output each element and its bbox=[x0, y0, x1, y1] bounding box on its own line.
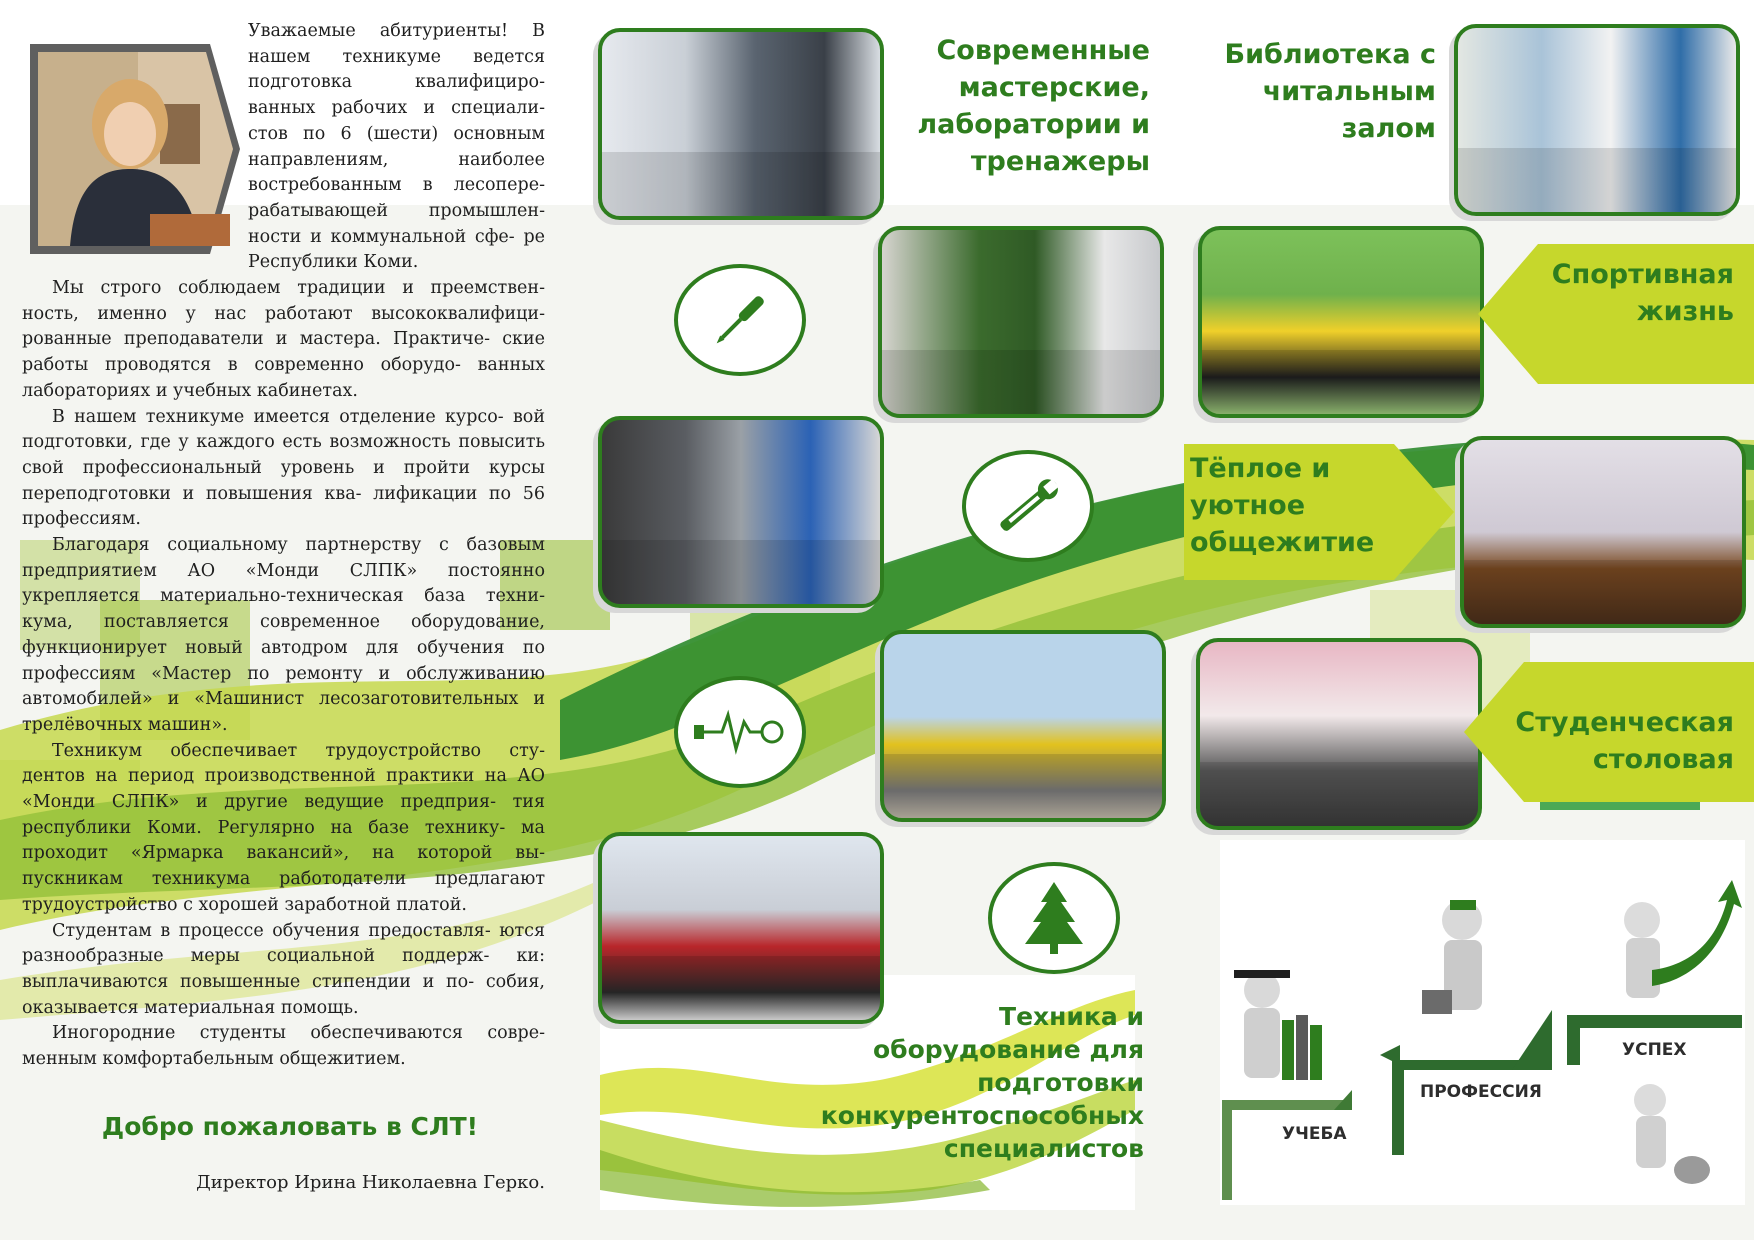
photo-electrical-lab bbox=[598, 28, 884, 220]
paragraph-dormitory: Иногородние студенты обеспечиваются совре- менным комфортабельным общежитием. bbox=[22, 1023, 545, 1070]
fir-tree-icon bbox=[988, 862, 1120, 974]
photo-simulator bbox=[598, 416, 884, 608]
paragraph-support: Студентам в процессе обучения предоставля- ются разнообразные меры социальной поддерж- ки: выплачиваются повышенные стипендии и по- собия, оказывается материальная помощь. bbox=[22, 920, 545, 1018]
step-study: УЧЕБА bbox=[1282, 1124, 1347, 1144]
photo-forestry-machines bbox=[598, 832, 884, 1024]
body-text bbox=[22, 276, 545, 1073]
heading-library: Библиотека с читальным залом bbox=[1224, 39, 1436, 144]
director-signature: Директор Ирина Николаевна Герко. bbox=[196, 1172, 545, 1193]
paragraph-employment: Техникум обеспечивает трудоустройство сту- дентов на период производственной практики на АО «Монди СЛПК» и другие ведущие предприя- тия республики Коми. Регулярно на базе технику- ма проходит «Ярмарка вакансий», на которой вы- пускникам техникума работодатели предлагают трудоустройство с хорошей заработной платой. bbox=[22, 740, 545, 915]
screwdriver-icon bbox=[674, 264, 806, 376]
intro-paragraph: Уважаемые абитуриенты! В нашем техникуме ведется подготовка квалифициро- ванных рабочих и специали- стов по 6 (шести) основным направлениям, наиболее востребованным в лесопере- рабатывающей промышлен- ности и коммунальной сфе- ре Республики Коми. bbox=[248, 21, 545, 273]
heading-canteen: Студенческая столовая bbox=[1515, 707, 1734, 775]
photo-dormitory-room bbox=[1460, 436, 1746, 628]
director-portrait bbox=[30, 44, 240, 254]
step-profession: ПРОФЕССИЯ bbox=[1420, 1082, 1542, 1102]
career-steps-graphic bbox=[1222, 870, 1742, 1200]
heading-equipment: Техника и оборудование для подготовки конкурентоспособных специалистов bbox=[820, 1002, 1144, 1163]
paragraph-partnership: Благодаря социальному партнерству с базовым предприятием АО «Монди СЛПК» постоянно укрепляется материально-техническая база техни- кума, поставляется современное оборудование, функционирует новый автодром для обучения по профессиям «Мастер по ремонту и обслуживанию автомобилей» и «Машинист лесозаготовительных и трелёвочных машин». bbox=[22, 535, 545, 735]
photo-canteen bbox=[1196, 638, 1482, 830]
photo-welding-workshop bbox=[878, 226, 1164, 418]
heading-sport: Спортивная жизнь bbox=[1551, 259, 1734, 327]
heading-dormitory: Тёплое и уютное общежитие bbox=[1190, 453, 1375, 558]
paragraph-traditions: Мы строго соблюдаем традиции и преемствен- ность, именно у нас работают высококвалифици- рованные преподаватели и мастера. Практиче- ские работы проводятся в современно оборудо- ванных лабораториях и учебных кабинетах. bbox=[22, 278, 545, 401]
heading-workshops: Современные мастерские, лаборатории и тренажеры bbox=[917, 35, 1150, 177]
wrench-icon bbox=[962, 450, 1094, 562]
photo-loader-machine bbox=[880, 630, 1166, 822]
welcome-title: Добро пожаловать в СЛТ! bbox=[101, 1112, 479, 1141]
step-success: УСПЕХ bbox=[1622, 1040, 1687, 1060]
photo-library bbox=[1454, 24, 1740, 216]
photo-sport-team bbox=[1198, 226, 1484, 418]
electricity-icon bbox=[674, 676, 806, 788]
paragraph-courses: В нашем техникуме имеется отделение курсо- вой подготовки, где у каждого есть возможность повысить свой профессиональный уровень и пройти курсы переподготовки и повышения ква- лификации по 56 профессиям. bbox=[22, 406, 545, 530]
